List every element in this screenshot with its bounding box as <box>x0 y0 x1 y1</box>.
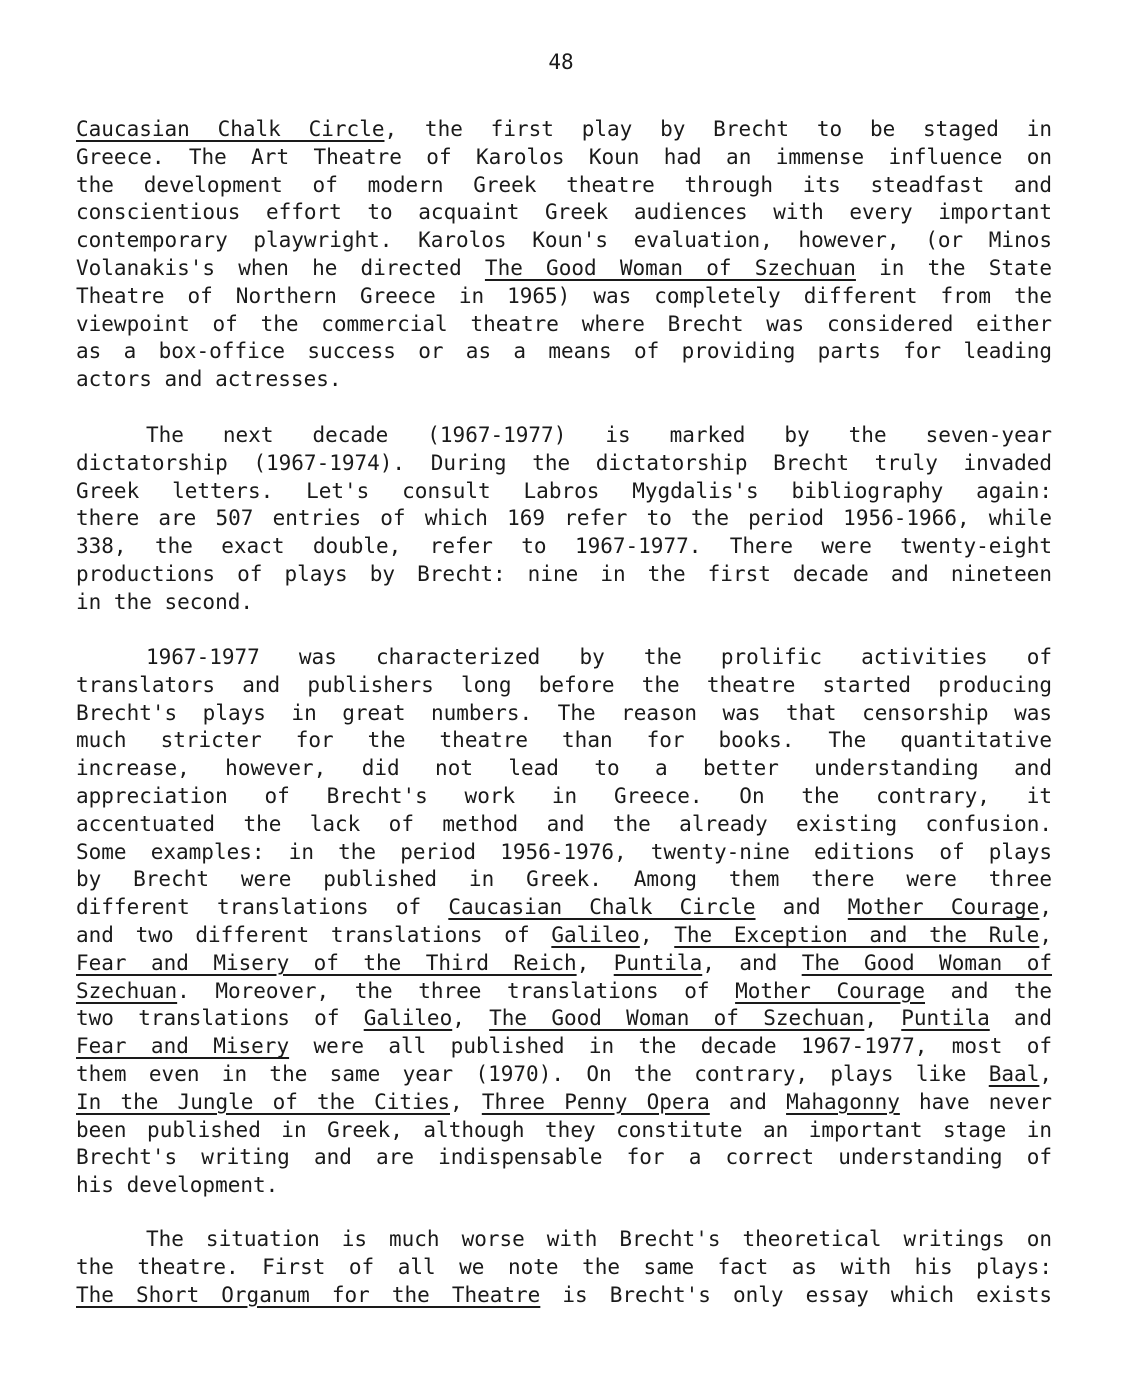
text-line <box>76 1226 1052 1254</box>
underlined-title: Galileo <box>363 1006 453 1031</box>
text-segment: in the State <box>855 255 1052 280</box>
text-segment: and two different translations of <box>76 922 552 947</box>
text-line <box>76 922 1052 950</box>
text-segment: appreciation of Brecht's work in Greece. On the contrary, it <box>76 783 1052 808</box>
text-line <box>76 561 1052 589</box>
text-segment: , <box>452 1006 490 1031</box>
text-line <box>76 478 1052 506</box>
text-line <box>76 811 1052 839</box>
text-segment: the development of modern Greek theatre through its steadfast and <box>76 172 1052 197</box>
text-segment: actors and actresses. <box>76 367 342 392</box>
text-segment: The situation is much worse with Brecht's theoretical writings on <box>146 1227 1052 1251</box>
text-line <box>76 1089 1052 1117</box>
text-line <box>76 672 1052 700</box>
text-segment: accentuated the lack of method and the already existing confusion. <box>76 811 1052 836</box>
underlined-title: The Good Woman of Szechuan <box>489 1006 865 1031</box>
text-line <box>76 144 1052 172</box>
text-line <box>76 783 1052 811</box>
paragraph-1 <box>76 116 1052 394</box>
text-line <box>76 839 1052 867</box>
underlined-title: The Exception and the Rule <box>674 922 1040 947</box>
underlined-title: Fear and Misery of the Third Reich <box>76 950 577 975</box>
underlined-title: The Good Woman of Szechuan <box>484 255 856 280</box>
text-line <box>76 338 1052 366</box>
text-segment: viewpoint of the commercial theatre where Brecht was considered either <box>76 311 1052 336</box>
text-segment: Greece. The Art Theatre of Karolos Koun had an immense influence on <box>76 144 1052 169</box>
text-segment: different translations of <box>76 895 449 920</box>
underlined-title: Baal <box>988 1061 1040 1086</box>
text-segment: them even in the same year (1970). On the contrary, plays like <box>76 1061 989 1086</box>
text-segment: , the first play by Brecht to be staged in <box>384 117 1052 141</box>
text-line <box>76 866 1052 894</box>
underlined-title: Puntila <box>901 1006 990 1031</box>
text-segment: , <box>1039 1061 1052 1086</box>
underlined-title: Mother Courage <box>735 978 926 1003</box>
text-segment: contemporary playwright. Karolos Koun's evaluation, however, (or Minos <box>76 228 1052 253</box>
text-segment: Theatre of Northern Greece in 1965) was completely different from the <box>76 283 1052 308</box>
text-line <box>76 1033 1052 1061</box>
text-line <box>76 589 1052 617</box>
text-segment: , <box>639 922 675 947</box>
text-line <box>76 450 1052 478</box>
text-segment: there are 507 entries of which 169 refer to the period 1956-1966, while <box>76 506 1052 531</box>
text-line <box>76 283 1052 311</box>
text-segment: Volanakis's when he directed <box>76 255 485 280</box>
text-segment: , and <box>702 950 802 975</box>
text-segment: and <box>755 895 848 920</box>
text-segment: is Brecht's only essay which exists <box>540 1282 1052 1307</box>
underlined-title: Galileo <box>551 922 640 947</box>
text-line <box>76 422 1052 450</box>
text-line <box>76 227 1052 255</box>
paragraph-3 <box>76 644 1052 1200</box>
text-line <box>76 894 1052 922</box>
text-line <box>76 172 1052 200</box>
text-segment: , <box>1039 895 1052 920</box>
text-segment: Greek letters. Let's consult Labros Mygdalis's bibliography again: <box>76 478 1052 503</box>
text-segment: , <box>864 1006 902 1031</box>
text-segment: , <box>1039 922 1052 947</box>
text-segment: been published in Greek, although they constitute an important stage in <box>76 1117 1052 1142</box>
text-segment: 1967-1977 was characterized by the prolific activities of <box>146 645 1052 669</box>
page-number: 48 <box>548 50 574 74</box>
text-segment: increase, however, did not lead to a better understanding and <box>76 756 1052 781</box>
text-segment: translators and publishers long before the theatre started producing <box>76 672 1052 697</box>
text-line <box>76 950 1052 978</box>
text-segment: productions of plays by Brecht: nine in the first decade and nineteen <box>76 561 1052 586</box>
underlined-title: In the Jungle of the Cities <box>76 1089 450 1114</box>
text-line <box>76 199 1052 227</box>
underlined-title: Mother Courage <box>847 895 1040 920</box>
text-segment: the theatre. First of all we note the same fact as with his plays: <box>76 1254 1052 1279</box>
text-segment: were all published in the decade 1967-1977, most of <box>289 1034 1052 1059</box>
text-segment: Brecht's writing and are indispensable for a correct understanding of <box>76 1145 1052 1170</box>
text-segment: , <box>450 1089 482 1114</box>
underlined-title: The Short Organum for the Theatre <box>76 1282 541 1307</box>
underlined-title: The Good Woman of <box>801 950 1052 975</box>
text-line <box>76 1282 1052 1310</box>
text-segment: Some examples: in the period 1956-1976, twenty-nine editions of plays <box>76 839 1052 864</box>
text-line <box>76 366 1052 394</box>
paragraph-4 <box>76 1226 1052 1309</box>
text-segment: his development. <box>76 1173 279 1198</box>
text-segment: dictatorship (1967-1974). During the dictatorship Brecht truly invaded <box>76 450 1052 475</box>
text-segment: have never <box>899 1089 1052 1114</box>
underlined-title: Szechuan <box>76 978 178 1003</box>
text-line <box>76 533 1052 561</box>
text-segment: The next decade (1967-1977) is marked by the seven-year <box>146 423 1052 447</box>
text-segment: two translations of <box>76 1006 364 1031</box>
text-line <box>76 700 1052 728</box>
text-line <box>76 1172 1052 1200</box>
text-segment: . Moreover, the three translations of <box>177 978 736 1003</box>
text-segment: conscientious effort to acquaint Greek audiences with every important <box>76 200 1052 225</box>
text-line <box>76 505 1052 533</box>
underlined-title: Caucasian Chalk Circle <box>76 117 385 141</box>
text-line <box>76 1117 1052 1145</box>
text-segment: and the <box>925 978 1052 1003</box>
text-segment: Brecht's plays in great numbers. The reason was that censorship was <box>76 700 1052 725</box>
text-line <box>76 1005 1052 1033</box>
text-line <box>76 727 1052 755</box>
text-line <box>76 978 1052 1006</box>
paragraph-2 <box>76 422 1052 617</box>
text-segment: and <box>989 1006 1052 1031</box>
text-segment: and <box>709 1089 787 1114</box>
text-segment: , <box>576 950 614 975</box>
underlined-title: Three Penny Opera <box>481 1089 710 1114</box>
text-segment: in the second. <box>76 589 254 614</box>
underlined-title: Caucasian Chalk Circle <box>448 895 756 920</box>
text-segment: 338, the exact double, refer to 1967-1977. There were twenty-eight <box>76 534 1052 559</box>
underlined-title: Puntila <box>613 950 703 975</box>
text-segment: much stricter for the theatre than for books. The quantitative <box>76 728 1052 753</box>
underlined-title: Mahagonny <box>786 1089 900 1114</box>
text-segment: by Brecht were published in Greek. Among them there were three <box>76 867 1052 892</box>
text-line <box>76 116 1052 144</box>
text-line <box>76 1254 1052 1282</box>
text-line <box>76 1144 1052 1172</box>
text-line <box>76 255 1052 283</box>
text-line <box>76 311 1052 339</box>
text-line <box>76 644 1052 672</box>
text-line <box>76 1061 1052 1089</box>
text-segment: as a box-office success or as a means of providing parts for leading <box>76 339 1052 364</box>
text-line <box>76 755 1052 783</box>
underlined-title: Fear and Misery <box>76 1034 290 1059</box>
